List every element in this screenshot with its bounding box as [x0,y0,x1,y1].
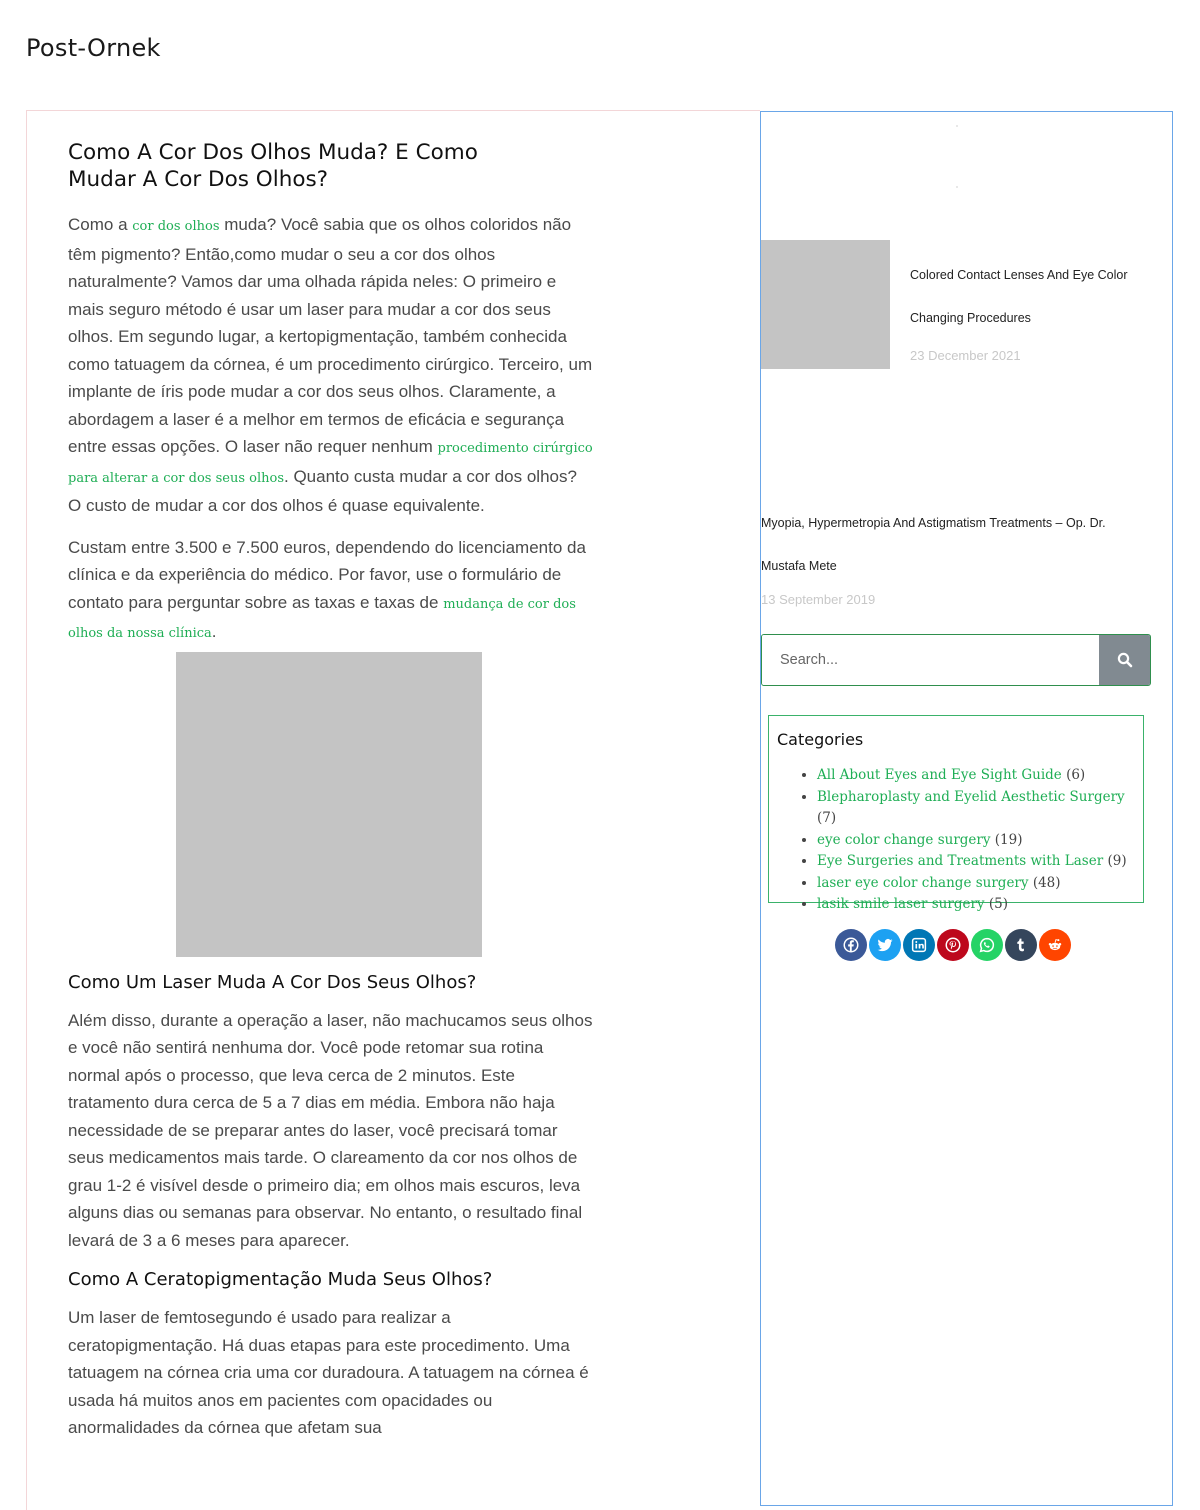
paragraph-text: . Quanto custa mudar a cor dos olhos? O custo de mudar a cor dos olhos é quase equivalente. [68,466,577,515]
article-image-placeholder [176,652,482,957]
category-count: (5) [988,896,1008,912]
paragraph-text: muda? Você sabia que os olhos coloridos não têm pigmento? Então,como mudar o seu a cor dos olhos naturalmente? Vamos dar uma olhada rápida neles: O primeiro e mais seguro método é usar um laser para mudar a cor dos seus olhos. Em segundo lugar, a kertopigmentação, também conhecida como tatuagem da córnea, é um procedimento cirúrgico. Terceiro, um implante de íris pode mudar a cor dos seus olhos. Claramente, a abordagem a laser é a melhor em termos de eficácia e segurança entre essas opções. O laser não requer nenhum [68,215,593,456]
page-title: Post-Ornek [26,34,161,62]
category-count: (6) [1066,767,1086,783]
category-item [817,830,1135,852]
search-form [761,634,1151,686]
section-heading-keratopigmentation: Como A Ceratopigmentação Muda Seus Olhos? [68,1269,493,1290]
category-item [817,851,1135,873]
category-link[interactable]: All About Eyes and Eye Sight Guide [817,767,1062,783]
category-link[interactable]: Eye Surgeries and Treatments with Laser [817,853,1104,869]
twitter-icon [876,936,894,954]
recent-post-date: 23 December 2021 [910,348,1021,363]
article-paragraph [68,534,593,648]
category-link[interactable]: Blepharoplasty and Eyelid Aesthetic Surgery [817,788,1125,805]
section-heading-laser: Como Um Laser Muda A Cor Dos Seus Olhos? [68,971,477,993]
category-count: (19) [994,831,1023,848]
share-pinterest-button[interactable] [937,929,969,961]
category-count: (9) [1107,853,1127,869]
category-item [817,765,1135,787]
recent-post[interactable] [761,502,1173,607]
main-content [26,110,760,1510]
category-item [817,873,1135,895]
category-count: (7) [817,810,837,826]
search-icon [1117,652,1133,668]
category-count: (48) [1032,874,1061,891]
share-reddit-button[interactable] [1039,929,1071,961]
decorative-dot [956,125,958,127]
search-button[interactable] [1099,635,1150,685]
recent-post-title[interactable]: Myopia, Hypermetropia And Astigmatism Treatments – Op. Dr. Mustafa Mete [761,516,1106,573]
share-whatsapp-button[interactable] [971,929,1003,961]
recent-post[interactable] [761,240,1173,370]
linkedin-icon [910,936,928,954]
article-title: Como A Cor Dos Olhos Muda? E Como Mudar A Cor Dos Olhos? [68,140,478,192]
whatsapp-icon [978,936,996,954]
reddit-icon [1046,936,1064,954]
recent-post-date: 13 September 2019 [761,592,876,607]
link-surgical-procedure[interactable]: procedimento cirúrgico para alterar a cor dos seus olhos [68,441,593,486]
link-eye-color[interactable]: cor dos olhos [132,219,220,234]
share-buttons [835,929,1071,961]
article [68,139,593,1456]
article-paragraph: Um laser de femtosegundo é usado para realizar a ceratopigmentação. Há duas etapas para este procedimento. Uma tatuagem na córnea cria uma cor duradoura. A tatuagem na córnea é usada há muitos anos em pacientes com opacidades ou anormalidades da córnea que afetam sua [68,1308,589,1437]
category-item [817,787,1135,830]
categories-list [777,765,1135,916]
category-item [817,894,1135,916]
recent-post-title[interactable]: Colored Contact Lenses And Eye Color Changing Procedures [910,268,1128,325]
link-clinic-color-change[interactable]: mudança de cor dos olhos da nossa clínica [68,596,576,641]
categories-title: Categories [777,730,864,749]
share-tumblr-button[interactable] [1005,929,1037,961]
share-twitter-button[interactable] [869,929,901,961]
facebook-icon [842,936,860,954]
paragraph-text: Como a [68,215,133,234]
decorative-dot [956,186,958,188]
tumblr-icon [1012,936,1030,954]
pinterest-icon [944,936,962,954]
article-paragraph: Além disso, durante a operação a laser, não machucamos seus olhos e você não sentirá nenhuma dor. Você pode retomar sua rotina normal após o processo, que leva cerca de 2 minutos. Este tratamento dura cerca de 5 a 7 dias em média. Embora não haja necessidade de se preparar antes do laser, você precisará tomar seus medicamentos mais tarde. O clareamento da cor nos olhos de grau 1-2 é visível desde o primeiro dia; em olhos mais escuros, leva alguns dias ou semanas para observar. No entanto, o resultado final levará de 3 a 6 meses para aparecer. [68,1010,593,1250]
category-link[interactable]: lasik smile laser surgery [817,896,985,912]
search-input[interactable] [762,635,1099,685]
paragraph-text: Custam entre 3.500 e 7.500 euros, dependendo do licenciamento da clínica e da experiência do médico. Por favor, use o formulário de contato para perguntar sobre as taxas e taxas de [68,537,586,612]
categories-widget [768,715,1144,912]
category-link[interactable]: laser eye color change surgery [817,874,1029,891]
sidebar [760,111,1173,1506]
recent-post-thumbnail[interactable] [761,240,890,369]
share-facebook-button[interactable] [835,929,867,961]
category-link[interactable]: eye color change surgery [817,831,991,848]
paragraph-text: . [211,622,217,641]
article-paragraph [68,211,593,520]
share-linkedin-button[interactable] [903,929,935,961]
